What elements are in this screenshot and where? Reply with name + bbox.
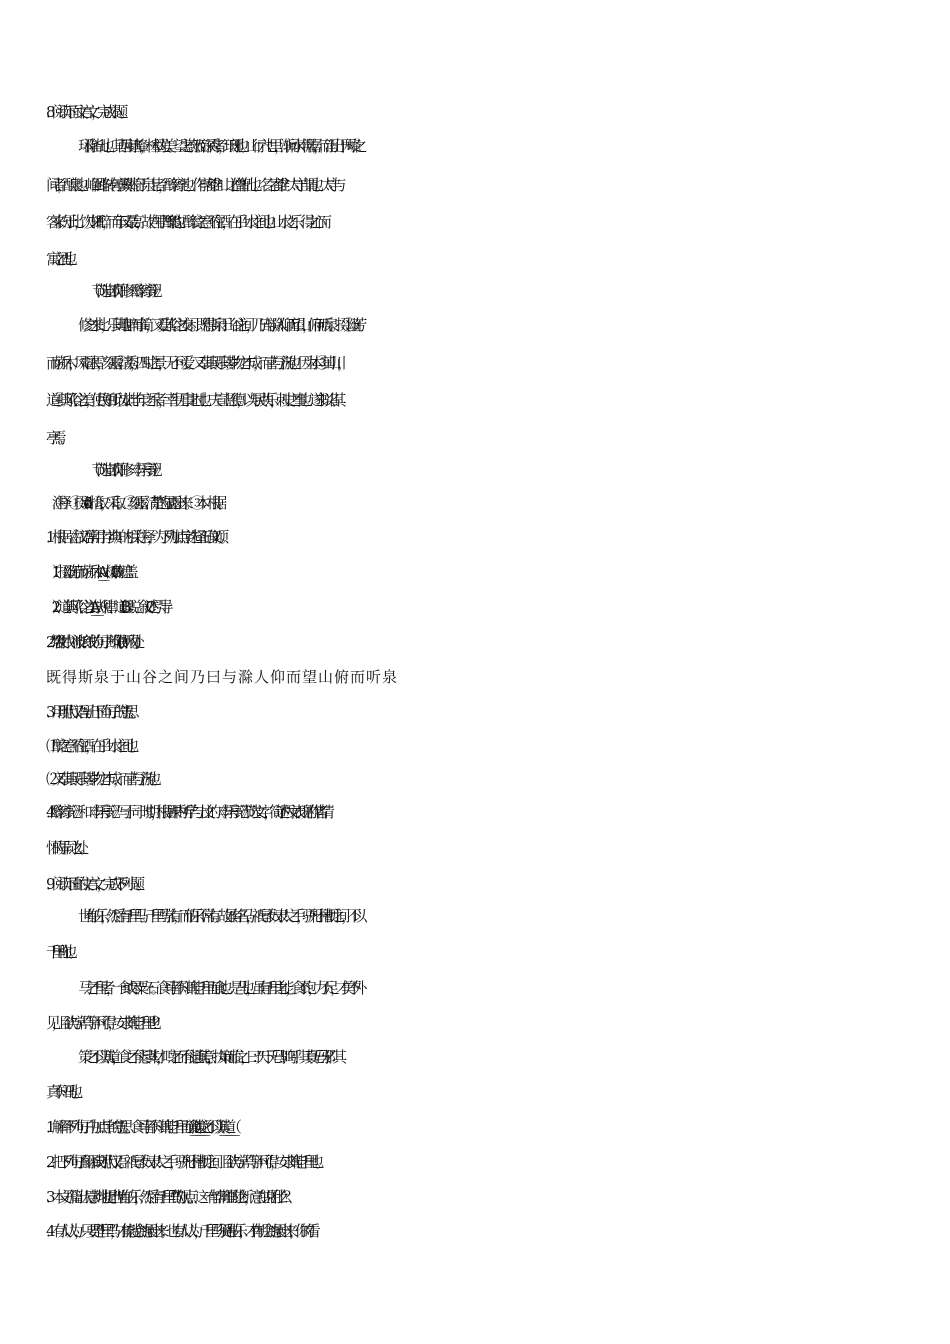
q9-passage1-line: 世有伯乐，然后有千里马。千里马常有，而伯乐不常有。故虽有名马，祇辱于奴隶人之手，骈死于槽枥之间，不以	[78, 907, 359, 925]
q9-passage2-line: 见，且欲与常马等不可得，安求其能千里也？	[46, 1014, 159, 1032]
q8-source1: （节选自欧阳修《醉翁亭记》）	[86, 282, 157, 300]
q8-sub1-prompt: 1．根据《古汉语常用字字典》的相关注释，为下列加点字选择正确义项。	[46, 528, 226, 546]
q8-sub2-prompt: 2．用“/”给文中划波浪线的句子断句(限断两处)。	[46, 633, 138, 651]
q8-passage2-line: 修之来此，乐其地僻而事简，又爱其俗之安闲。既得斯泉于山谷之间，乃日与滁人仰而望山，俯而听泉。掇①幽芳	[78, 316, 359, 334]
q8-sub1-item1: （1）掇幽芳而荫乔木（___） A．树荫 B．遮盖	[46, 563, 130, 581]
q8-title: 8．阅读下面文言文，完成小题。	[46, 103, 125, 121]
q9-sub1: 1．解释下列句子中加点字的意思。食马者不知其能千里而食也（________）策之不以其道（________）	[46, 1118, 223, 1136]
q8-source2: （节选自欧阳修《丰乐亭记》）	[86, 461, 157, 479]
q8-passage1-line: 环滁皆山也。其西南诸峰，林壑尤美。望之蔚然而深秀者，琅琊也。山行六七里，渐闻水声潺潺，而泻出于两峰之	[78, 137, 359, 155]
q9-passage3-line: 策之不以其道，食之不能尽其材，鸣之而不能通其意，执策而临之，曰：“天下无马！”呜呼！其真无马邪？其	[78, 1048, 338, 1066]
q9-passage2-line: 马之千里者，一食或尽粟一石。食马者不知其能千里而食也。是马也，虽有千里之能，食不饱，力不足，才美不外	[78, 979, 359, 997]
q8-sub3-item2: ⑵又幸其民乐其岁物之丰成，而喜与予游也。	[46, 770, 159, 788]
q8-passage1-line: 客来饮于此，饮少辄醉，而年又最高，故自号曰“醉翁”也。醉翁之意不在酒，在乎山水之间也。山水之乐，得之心而	[46, 213, 323, 231]
q8-sub2-sentence: 既得斯泉于山谷之间乃曰与滁人仰而望山俯而听泉	[46, 668, 399, 686]
q8-sub4-line: 4．《醉翁亭记》和《丰乐亭记》写于同一时期，根据课内所学与上文的《丰乐亭记》 节选文字，简述两文表现的作者情	[46, 803, 326, 821]
q8-passage1-line: 间者，酿泉也。峰回路转有亭翼然临于泉上者，醉翁亭也。作亭者谁？山之僧智仙也。名之者谁？太守自谓也。太守与	[46, 176, 338, 194]
q9-title: 9．阅读下面的文言文，完成下列小题。	[46, 875, 142, 893]
q8-sub3-prompt: 3．用现代汉语写出下面句子的意思。	[46, 703, 136, 721]
q8-annotation: （注释）①掇：（duō）拾取，采取。②刻露：清楚的显露出来。③本：根据。	[46, 494, 224, 512]
q8-sub3-item1: ⑴醉之意不在酒，在乎山水之间也。	[46, 737, 136, 755]
q8-sub1-item2: （2）道其风俗之美（____） A．规律、道理 B．说、叙述 C．引导	[46, 598, 165, 616]
q8-passage2-line: 道④其风俗之美，使民知所以安此丰年之乐者，幸生无事之时也。夫宣上恩德，以与民共乐，刺史之事也。遂书以名其	[46, 391, 338, 409]
q8-sub4-line: 怀的异同之处。	[46, 839, 86, 857]
q9-passage1-line: 千里称也。	[46, 943, 75, 961]
q9-sub2: 2．把下列句子翻译成现代汉语。祇辱于奴隶人之手，骈死于槽枥之间。且欲与常马等不可得，安求其能千里也。	[46, 1153, 321, 1171]
q9-passage3-line: 真不知马也。	[46, 1083, 80, 1101]
q8-passage2-line: 而荫乔木，风霜冰雪，刻露②清秀，四时之景，无不可爱。又幸其民乐其岁物之丰成，而喜与予游也。因为本③其山川，	[46, 354, 343, 372]
q8-passage2-line: 亭焉。	[46, 429, 63, 447]
q9-sub4: 4．有人认为，只要是“千里马”，才能就会施展出来；也有人认为，千里马须遇伯乐，才有机会施展出来，你的看	[46, 1222, 312, 1240]
q8-passage1-line: 寓之酒也。	[46, 250, 75, 268]
q9-sub3: 3．本文开篇出人意料地提出“世有伯乐，然后有千里马”的观点。这一有悖常理的论断，意在说明什么？	[46, 1188, 290, 1206]
